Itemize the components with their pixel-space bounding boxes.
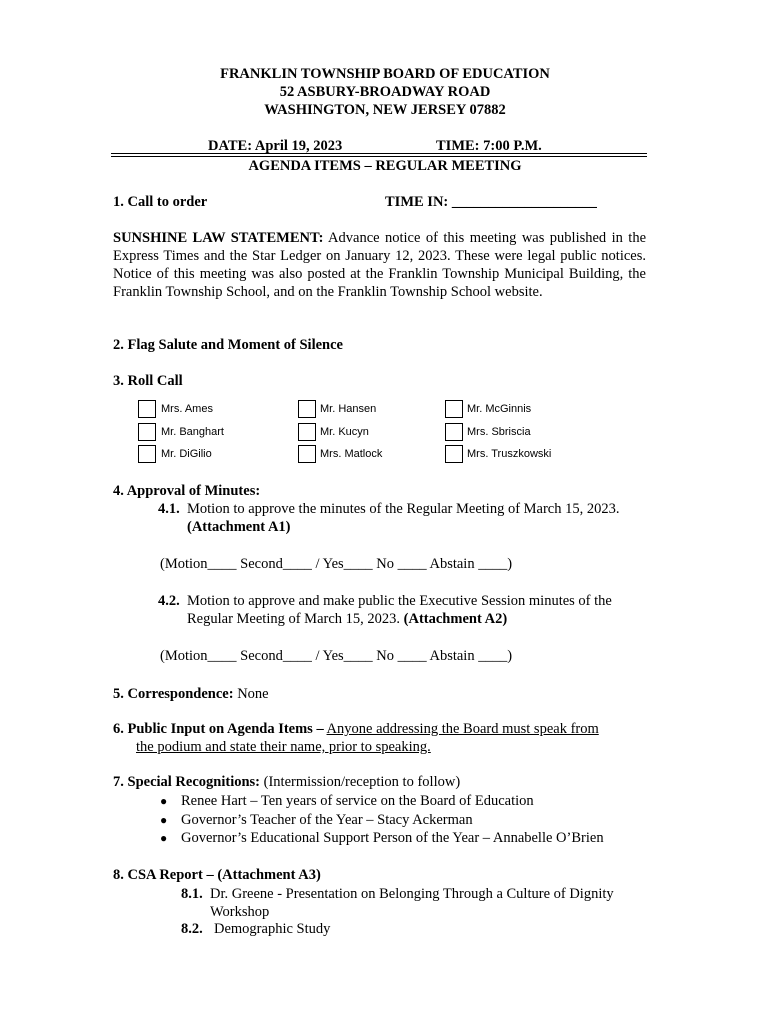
bullet-icon: ● <box>160 813 168 827</box>
checkbox-banghart[interactable] <box>138 423 156 441</box>
item-approval-minutes: 4. Approval of Minutes: <box>113 483 261 499</box>
roll-name: Mr. McGinnis <box>467 403 532 415</box>
item-label: 7. Special Recognitions: <box>113 774 261 790</box>
subitem-text: Dr. Greene - Presentation on Belonging Through a Culture of Dignity <box>210 886 614 902</box>
item-roll-call: 3. Roll Call <box>113 373 183 389</box>
vote-line: (Motion____ Second____ / Yes____ No ____ Abstain ____) <box>160 556 513 572</box>
checkbox-ames[interactable] <box>138 400 156 418</box>
item-text: Anyone addressing the Board must speak from <box>326 721 599 737</box>
item-number: 4.1. <box>158 501 180 517</box>
district-name: FRANKLIN TOWNSHIP BOARD OF EDUCATION <box>220 66 550 82</box>
district-city: WASHINGTON, NEW JERSEY 07882 <box>264 102 506 118</box>
divider-top <box>111 153 647 154</box>
list-item: Governor’s Teacher of the Year – Stacy Ackerman <box>181 812 473 828</box>
motion-text: Motion to approve the minutes of the Regular Meeting of March 15, 2023. <box>187 501 620 517</box>
sunshine-statement <box>113 229 646 301</box>
bullet-icon: ● <box>160 794 168 808</box>
sunshine-heading: SUNSHINE LAW STATEMENT: <box>113 230 324 246</box>
attachment-ref: (Attachment A1) <box>187 519 291 535</box>
attachment-ref: (Attachment A2) <box>403 611 508 627</box>
item-call-to-order: 1. Call to order <box>113 194 208 210</box>
item-label: 6. Public Input on Agenda Items – <box>113 721 324 737</box>
roll-name: Mr. DiGilio <box>161 448 212 460</box>
divider-bottom <box>111 156 647 157</box>
bullet-icon: ● <box>160 831 168 845</box>
item-flag-salute: 2. Flag Salute and Moment of Silence <box>113 337 343 353</box>
motion-text-cont <box>187 611 507 628</box>
roll-name: Mrs. Truszkowski <box>467 448 552 460</box>
item-label: 5. Correspondence: <box>113 686 234 702</box>
meeting-date: DATE: April 19, 2023 <box>208 138 343 154</box>
sunshine-text: Advance notice of this meeting was published in the Express Times and the Star Ledger on January 12, 2023. These were legal public notices. Notice of this meeting was also posted at the Franklin Township Municipal Building, the Franklin Township School, and on the Franklin Township School website. <box>113 230 647 300</box>
roll-name: Mrs. Matlock <box>320 448 383 460</box>
roll-name: Mrs. Sbriscia <box>467 426 531 438</box>
roll-name: Mr. Kucyn <box>320 426 369 438</box>
checkbox-truszkowski[interactable] <box>445 445 463 463</box>
item-number: 8.1. <box>181 886 203 902</box>
item-text: the podium and state their name, prior to speaking. <box>136 739 431 755</box>
item-value: None <box>237 686 269 702</box>
motion-text: Motion to approve and make public the Executive Session minutes of the <box>187 593 612 609</box>
checkbox-sbriscia[interactable] <box>445 423 463 441</box>
roll-name: Mr. Banghart <box>161 426 224 438</box>
checkbox-hansen[interactable] <box>298 400 316 418</box>
agenda-title: AGENDA ITEMS – REGULAR MEETING <box>248 158 522 174</box>
item-csa-report: 8. CSA Report – (Attachment A3) <box>113 867 321 883</box>
meeting-time: TIME: 7:00 P.M. <box>436 138 542 154</box>
checkbox-mcginnis[interactable] <box>445 400 463 418</box>
roll-name: Mr. Hansen <box>320 403 377 415</box>
time-in-field: TIME IN: ____________________ <box>385 194 597 210</box>
item-number: 4.2. <box>158 593 180 609</box>
list-item: Governor’s Educational Support Person of the Year – Annabelle O’Brien <box>181 830 604 846</box>
item-number: 8.2. <box>181 921 203 937</box>
item-public-input <box>113 721 599 738</box>
subitem-text: Demographic Study <box>214 921 331 937</box>
checkbox-kucyn[interactable] <box>298 423 316 441</box>
item-correspondence <box>113 686 269 703</box>
item-note: (Intermission/reception to follow) <box>263 774 461 790</box>
motion-text: Regular Meeting of March 15, 2023. <box>187 611 401 627</box>
item-special-recognitions <box>113 774 460 791</box>
list-item: Renee Hart – Ten years of service on the Board of Education <box>181 793 534 809</box>
checkbox-digilio[interactable] <box>138 445 156 463</box>
vote-line: (Motion____ Second____ / Yes____ No ____ Abstain ____) <box>160 648 513 664</box>
roll-name: Mrs. Ames <box>161 403 213 415</box>
district-address: 52 ASBURY-BROADWAY ROAD <box>279 84 491 100</box>
subitem-text: Workshop <box>210 904 270 920</box>
checkbox-matlock[interactable] <box>298 445 316 463</box>
